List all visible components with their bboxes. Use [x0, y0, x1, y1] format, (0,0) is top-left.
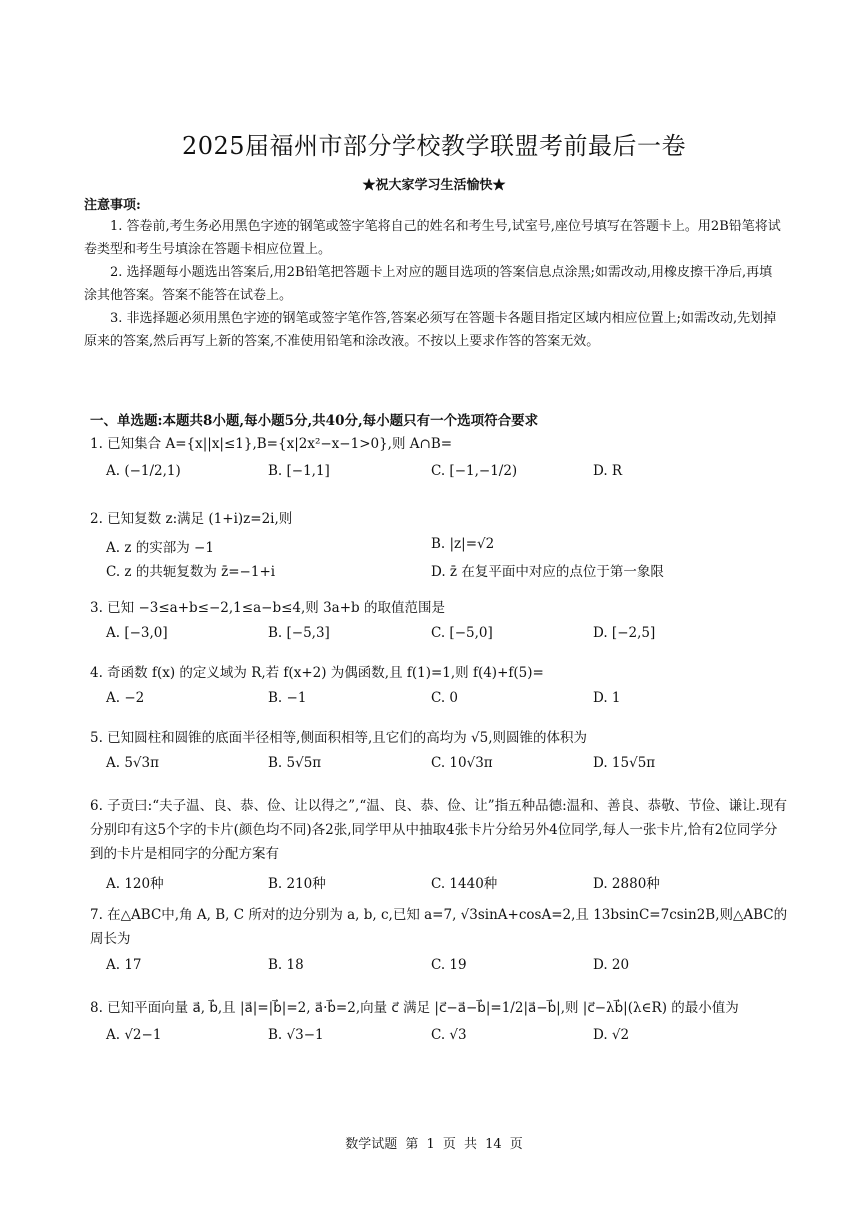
- option-row: [90, 463, 790, 487]
- question-6: [90, 794, 790, 896]
- option-c: C. z 的共轭复数为 z̄=−1+i: [106, 564, 276, 580]
- option-b: B. [−1,1]: [268, 463, 330, 479]
- option-b: B. −1: [268, 690, 307, 706]
- option-b: B. 210种: [268, 876, 326, 892]
- question-text: 3. 已知 −3≤a+b≤−2,1≤a−b≤4,则 3a+b 的取值范围是: [90, 600, 445, 616]
- page-subtitle: ★祝大家学习生活愉快★: [362, 178, 506, 193]
- option-a: A. 17: [106, 957, 142, 973]
- option-c: C. [−5,0]: [431, 625, 493, 641]
- option-d: D. 1: [593, 690, 621, 706]
- question-2: [90, 508, 790, 584]
- option-a: A. [−3,0]: [106, 625, 168, 641]
- option-b: B. √3−1: [268, 1027, 324, 1043]
- option-a: A. z 的实部为 −1: [106, 540, 214, 556]
- option-d: D. [−2,5]: [593, 625, 656, 641]
- option-row: [90, 625, 790, 649]
- option-row: [90, 872, 790, 896]
- option-row: [90, 536, 790, 560]
- option-c: C. 10√3π: [431, 755, 493, 771]
- page-footer: 数学试题 第 1 页 共 14 页: [345, 1137, 523, 1152]
- option-b: B. 18: [268, 957, 304, 973]
- option-d: D. R: [593, 463, 623, 479]
- page-title: 2025届福州市部分学校教学联盟考前最后一卷: [181, 132, 687, 160]
- question-4: [90, 662, 790, 714]
- option-row: [90, 560, 790, 584]
- option-row: [90, 755, 790, 779]
- option-c: C. [−1,−1/2): [431, 463, 518, 479]
- option-a: A. √2−1: [106, 1027, 162, 1043]
- option-d: D. √2: [593, 1027, 630, 1043]
- option-b: B. 5√5π: [268, 755, 322, 771]
- option-c: C. √3: [431, 1027, 467, 1043]
- note-item: 3. 非选择题必须用黑色字迹的钢笔或签字笔作答,答案必须写在答题卡各题目指定区域内相应位置上;如需改动,先划掉原来的答案,然后再写上新的答案,不准使用铅笔和涂改液。不按以上要求作答的答案无效。: [84, 311, 777, 349]
- question-text: 2. 已知复数 z:满足 (1+i)z=2i,则: [90, 511, 293, 527]
- option-d: D. 15√5π: [593, 755, 656, 771]
- option-row: [90, 690, 790, 714]
- question-text: 4. 奇函数 f(x) 的定义域为 R,若 f(x+2) 为偶函数,且 f(1)=1,则 f(4)+f(5)=: [90, 665, 544, 681]
- note-item: 2. 选择题每小题选出答案后,用2B铅笔把答题卡上对应的题目选项的答案信息点涂黑;如需改动,用橡皮擦干净后,再填涂其他答案。答案不能答在试卷上。: [84, 265, 773, 303]
- option-a: A. −2: [106, 690, 145, 706]
- question-text: 8. 已知平面向量 a⃗, b⃗,且 |a⃗|=|b⃗|=2, a⃗·b⃗=2,向量 c⃗ 满足 |c⃗−a⃗−b⃗|=1/2|a⃗−b⃗|,则 |c⃗−λb⃗|(λ∈R) 的最小值为: [90, 1000, 739, 1016]
- note-item: 1. 答卷前,考生务必用黑色字迹的钢笔或签字笔将自己的姓名和考生号,试室号,座位号填写在答题卡上。用2B铅笔将试卷类型和考生号填涂在答题卡相应位置上。: [84, 219, 781, 257]
- option-b: B. |z|=√2: [431, 536, 495, 552]
- section-title: 一、单选题:本题共8小题,每小题5分,共40分,每小题只有一个选项符合要求: [90, 413, 539, 429]
- question-5: [90, 727, 790, 779]
- question-3: [90, 597, 790, 649]
- option-row: [90, 1027, 790, 1051]
- question-text: 6. 子贡曰:“夫子温、良、恭、俭、让以得之”,“温、良、恭、俭、让”指五种品德:温和、善良、恭敬、节俭、谦让.现有分别印有这5个字的卡片(颜色均不同)各2张,同学甲从中抽取4张卡片分给另外4位同学,每人一张卡片,恰有2位同学分到的卡片是相同字的分配方案有: [90, 798, 787, 862]
- option-d: D. 20: [593, 957, 630, 973]
- option-c: C. 0: [431, 690, 459, 706]
- option-a: A. 120种: [106, 876, 164, 892]
- question-7: [90, 903, 790, 981]
- option-b: B. [−5,3]: [268, 625, 330, 641]
- option-d: D. 2880种: [593, 876, 660, 892]
- option-a: A. (−1/2,1): [106, 463, 181, 479]
- notes-heading: 注意事项:: [84, 198, 141, 213]
- notes-block: [84, 215, 784, 353]
- question-1: [90, 433, 790, 487]
- question-text: 5. 已知圆柱和圆锥的底面半径相等,侧面积相等,且它们的高均为 √5,则圆锥的体积为: [90, 730, 588, 746]
- option-c: C. 1440种: [431, 876, 498, 892]
- option-d: D. z̄ 在复平面中对应的点位于第一象限: [431, 564, 664, 580]
- option-row: [90, 957, 790, 981]
- question-text: 7. 在△ABC中,角 A, B, C 所对的边分别为 a, b, c,已知 a=7, √3sinA+cosA=2,且 13bsinC=7csin2B,则△ABC的周长为: [90, 907, 788, 947]
- question-8: [90, 995, 790, 1051]
- question-text: 1. 已知集合 A={x||x|≤1},B={x|2x²−x−1>0},则 A∩B=: [90, 436, 453, 452]
- option-a: A. 5√3π: [106, 755, 159, 771]
- option-c: C. 19: [431, 957, 467, 973]
